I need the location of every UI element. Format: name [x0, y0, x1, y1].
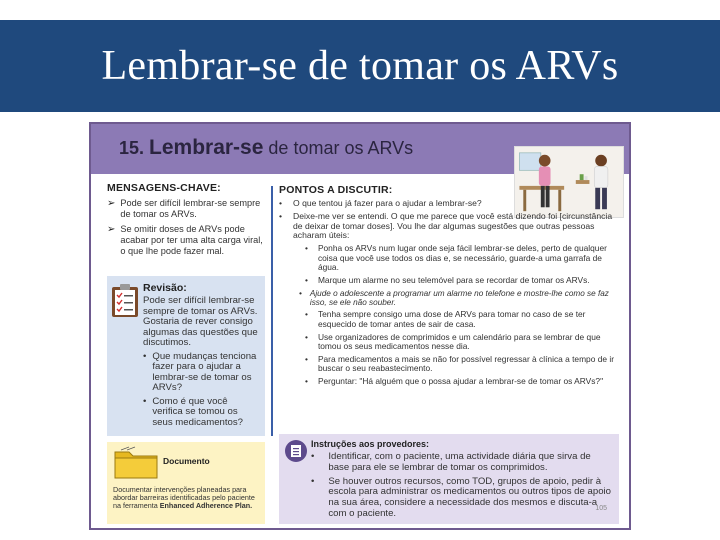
- key-message-item: ➢ Pode ser difícil lembrar-se sempre de tomar os ARVs.: [107, 198, 261, 219]
- suggestion-item: • Use organizadores de comprimidos e um calendário para se lembrar de que tomou os seus medicamentos nesse dia.: [305, 331, 601, 352]
- key-message-item: ➢ Se omitir doses de ARVs pode acabar por ter uma alta carga viral, o que lhe pode fazer mal.: [107, 224, 263, 256]
- review-heading: Revisão:: [143, 282, 187, 294]
- discussion-item: • Deixe-me ver se entendi. O que me parece que você está dizendo foi [circunstância de deixar de tomar doses]. Vou lhe dar algumas sugestões que outras pessoas acharam úteis:: [279, 210, 613, 241]
- page-number: 105: [595, 505, 607, 512]
- bullet-icon: •: [305, 243, 308, 254]
- document-text: Documentar intervenções planeadas para abordar barreiras identificadas pelo paciente na ferramenta Enhanced Adherence Plan.: [113, 485, 255, 511]
- bullet-icon: •: [305, 274, 308, 285]
- document-box: [107, 442, 265, 524]
- suggestion-item: • Marque um alarme no seu telemóvel para se recordar de tomar os ARVs.: [305, 274, 590, 285]
- slide-title: Lembrar-se de tomar os ARVs: [101, 43, 619, 89]
- bullet-icon: •: [279, 210, 283, 221]
- doc-heading: 15. Lembrar-se de tomar os ARVs: [119, 136, 414, 159]
- bullet-icon: •: [143, 350, 147, 362]
- document-page: [89, 122, 631, 530]
- bullet-icon: •: [305, 375, 308, 386]
- review-question: • Como é que você verifica se tomou os seus medicamentos?: [143, 395, 244, 428]
- instruction-item: • Identificar, com o paciente, uma actividade diária que sirva de base para ele se lembrar de tomar os comprimidos.: [311, 451, 591, 473]
- discussion-section: [279, 184, 619, 390]
- slide-title-band: [0, 20, 720, 112]
- key-messages-heading: MENSAGENS-CHAVE:: [107, 182, 221, 194]
- folder-icon: [113, 446, 159, 480]
- arrow-bullet-icon: ➢: [107, 224, 116, 235]
- document-heading: Documento: [163, 456, 210, 466]
- review-body: [143, 296, 259, 431]
- bullet-icon: •: [305, 331, 308, 342]
- sub-suggestion-list: [299, 289, 619, 308]
- bullet-icon: •: [311, 451, 315, 462]
- instruction-item: • Se houver outros recursos, como TOD, grupos de apoio, pedir à escola para administrar os medicamentos ou outros tipos de apoio na sua área, considere a necessidade dos mesmos e discuta-a com o paciente.: [311, 475, 611, 519]
- discussion-heading: PONTOS A DISCUTIR:: [279, 184, 393, 196]
- instructions-heading: Instruções aos provedores:: [311, 439, 430, 449]
- bullet-icon: •: [143, 395, 147, 407]
- discussion-item: • O que tentou já fazer para o ajudar a lembrar-se?: [279, 198, 482, 208]
- arrow-bullet-icon: ➢: [107, 198, 116, 209]
- review-question: • Que mudanças tenciona fazer para o ajudar a lembrar-se de tomar os ARVs?: [143, 350, 257, 393]
- bullet-icon: •: [311, 475, 315, 487]
- column-divider: [271, 186, 273, 436]
- bullet-icon: •: [305, 309, 308, 320]
- review-box: [107, 276, 265, 436]
- bullet-icon: •: [305, 353, 308, 364]
- sub-suggestion-item: • Ajude o adolescente a programar um alarme no telefone e mostre-lhe como se faz isso, se ele não souber.: [299, 288, 609, 307]
- bullet-icon: •: [279, 198, 283, 208]
- suggestion-item: • Para medicamentos a mais se não for possível regressar à clínica a tempo de ir buscar o seu reabastecimento.: [305, 353, 614, 374]
- ask-item: • Perguntar: "Há alguém que o possa ajudar a lembrar-se de tomar os ARVs?": [305, 375, 604, 386]
- key-messages-section: [107, 182, 267, 261]
- instructions-box: [279, 434, 619, 524]
- checklist-icon: [285, 440, 307, 462]
- bullet-icon: •: [299, 288, 302, 298]
- review-text: Pode ser difícil lembrar-se sempre de tomar os ARVs. Gostaria de rever consigo algumas das questões que discutimos.: [143, 295, 258, 348]
- suggestion-item: • Ponha os ARVs num lugar onde seja fácil lembrar-se deles, perto de qualquer coisa que você use todos os dias e, se necessário, guarde-a uma garrafa de água.: [305, 243, 607, 273]
- suggestion-item: • Tenha sempre consigo uma dose de ARVs para tomar no caso de se ter esquecido de tomar antes de sair de casa.: [305, 309, 586, 329]
- document-tool-name: Enhanced Adherence Plan.: [159, 501, 253, 511]
- clipboard-checklist-icon: [111, 284, 139, 318]
- more-suggestions-list: [305, 310, 619, 386]
- suggestions-list: [305, 244, 619, 285]
